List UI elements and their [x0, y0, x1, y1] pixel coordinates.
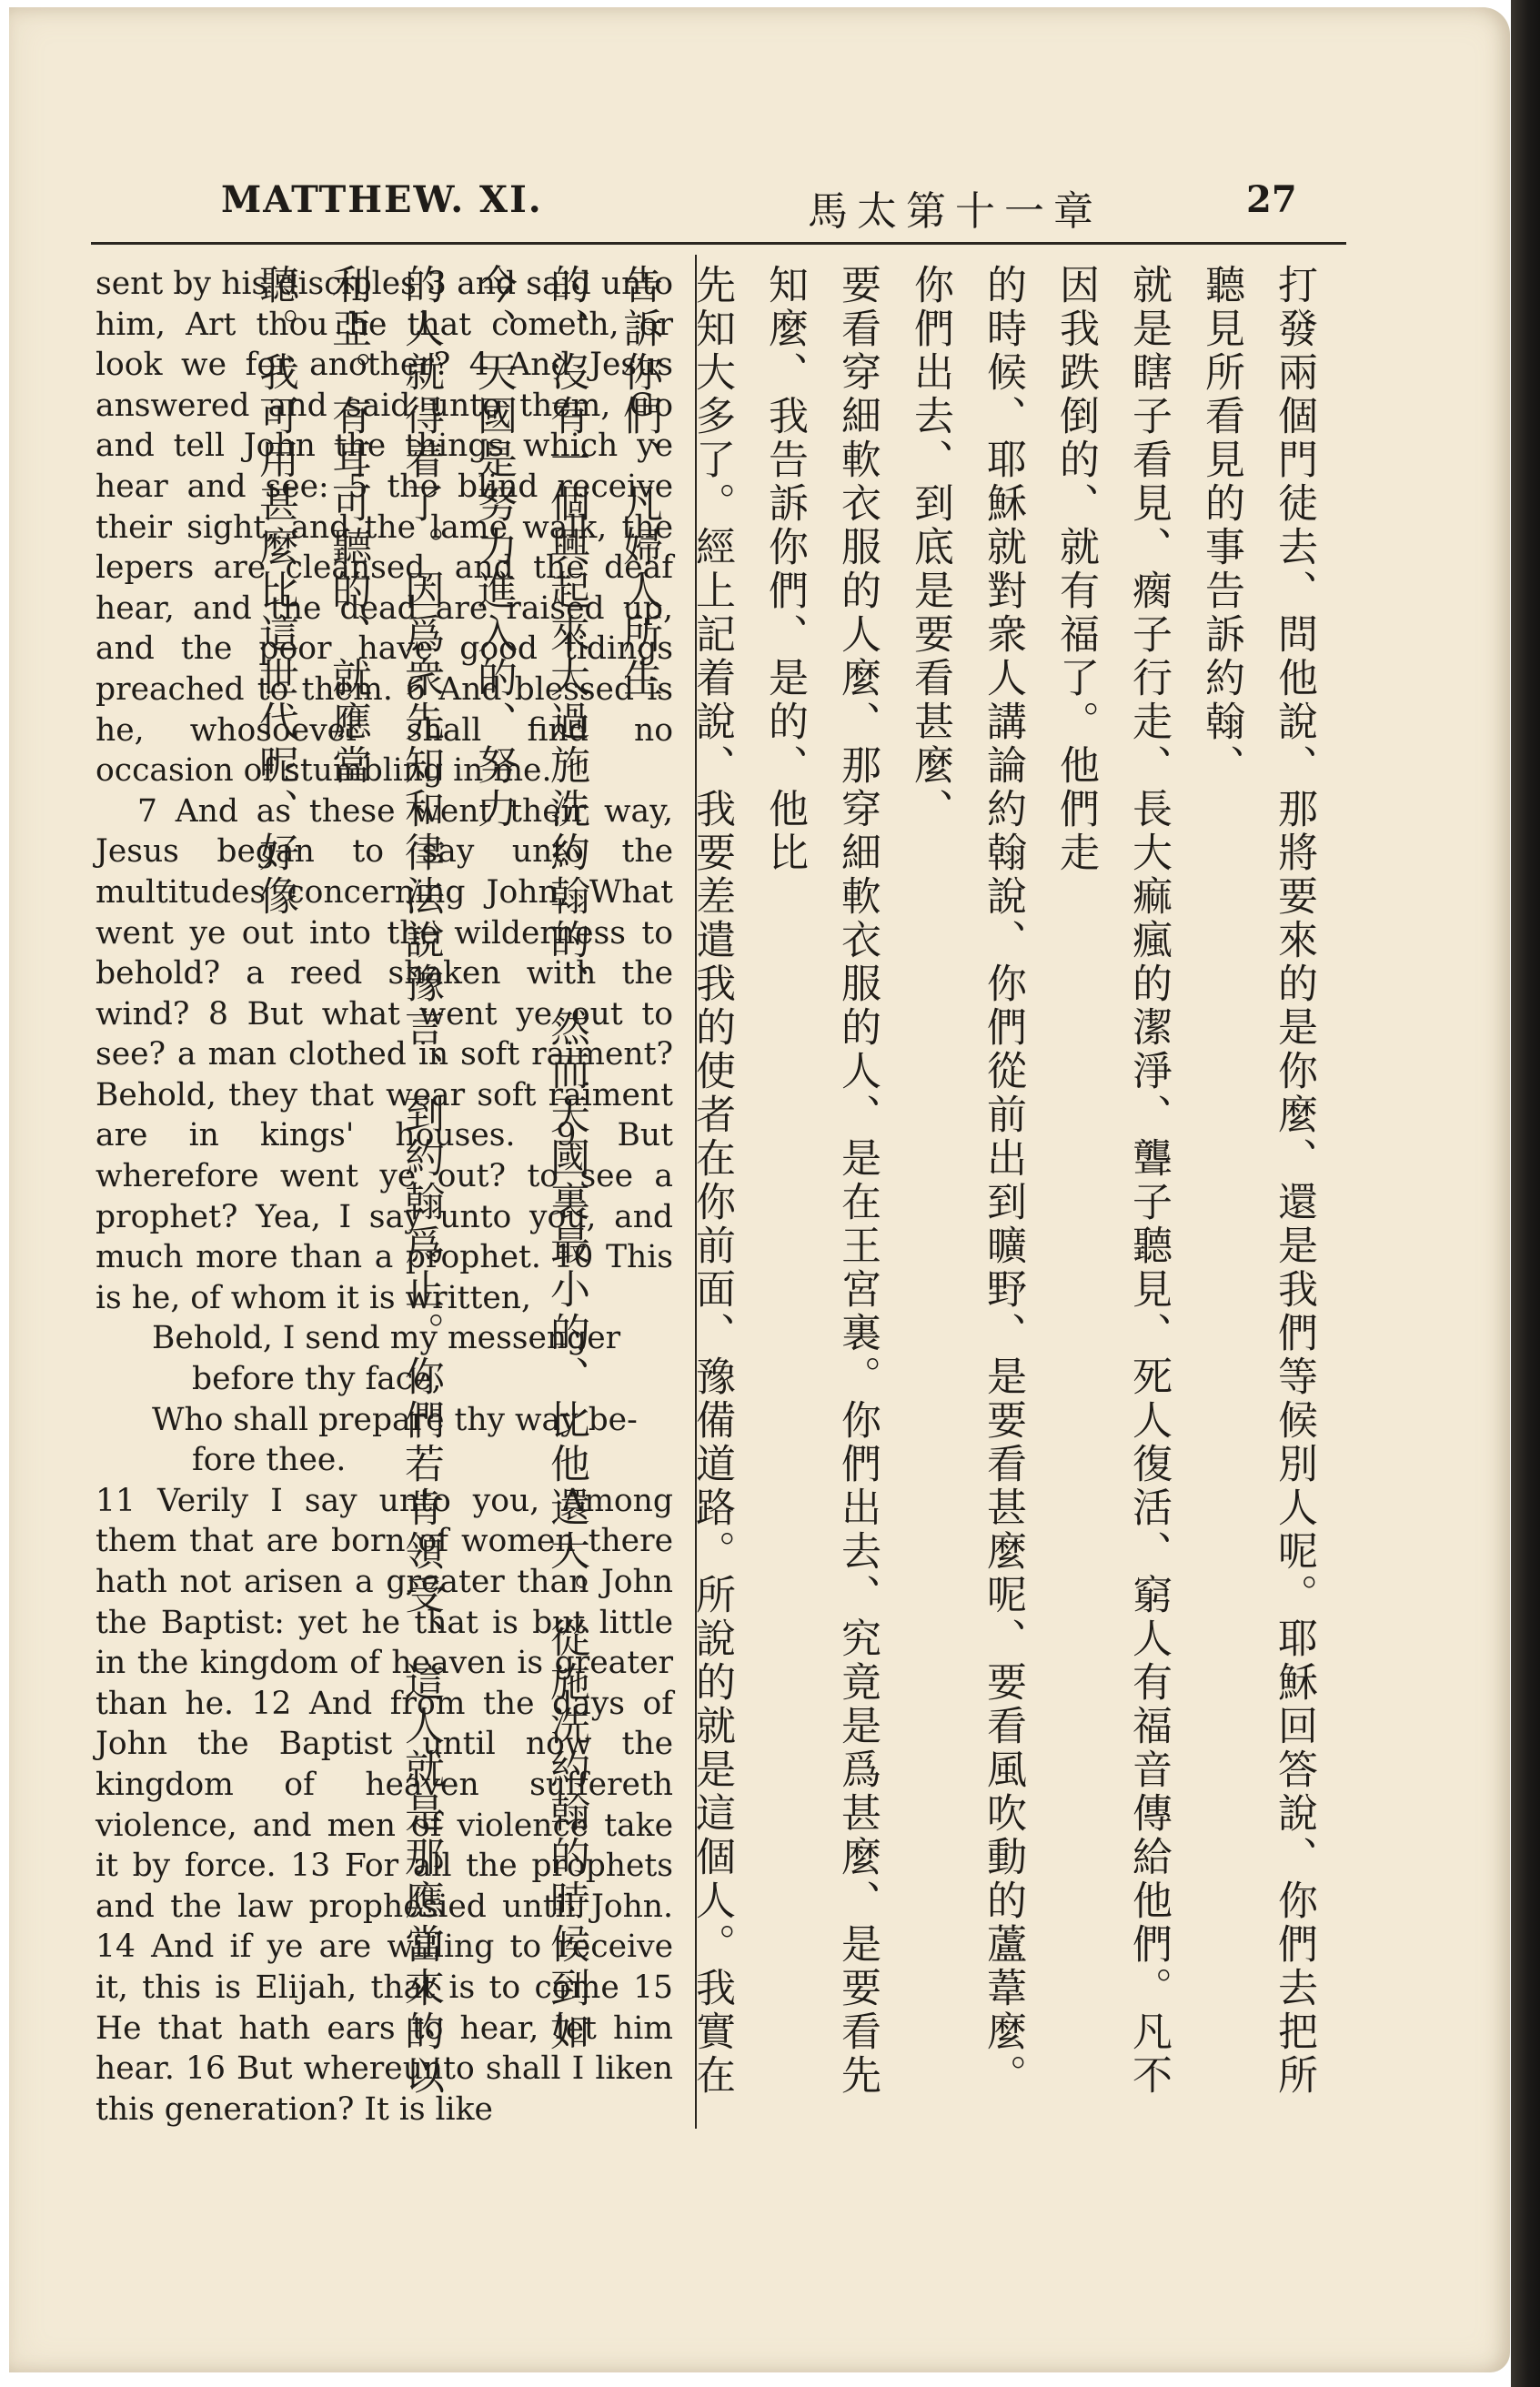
- quote-line-3: Who shall prepare thy way be-: [152, 1401, 638, 1438]
- chinese-line: 先知大多了。經上記着說、我要差遣我的使者在你前面、豫備道路。所說的就是這個人。我實在告訴你們、凡婦人所生: [616, 264, 735, 2098]
- page-number: 27: [1246, 178, 1297, 221]
- chinese-line: 聽。我可用甚麼比這世代呢、好像: [252, 264, 298, 919]
- page-header: [0, 178, 1501, 233]
- chinese-line: 的時候、耶穌就對衆人講論約翰說、你們從前出到曠野、是要看甚麼呢、要看風吹動的蘆葦麼。你們出去、到底是要看甚麼、: [907, 264, 1026, 2098]
- chinese-line: 打發兩個門徒去、問他說、那將要來的是你麼、還是我們等候別人呢。耶穌回答說、你們去把所聽見所看見的事告訴約翰、: [1198, 264, 1317, 2098]
- quote-line-1: Behold, I send my messenger: [152, 1320, 621, 1357]
- running-head-english: MATTHEW. XI.: [221, 178, 543, 221]
- book-cover-edge: [1511, 0, 1540, 2387]
- english-paragraph-2: 7 And as these went their way, Jesus began to say unto the multitudes concerning John, What went ye out into the wilderness to behold? a reed shaken with the wind? 8 But what went ye out to see? a man clothed in soft raiment? Behold, they that wear soft raiment are in kings' houses. 9 But wherefore went ye out? to see a prophet? Yea, I say unto you, and much more than a prophet. 10 This is he, of whom it is written,: [96, 792, 673, 1316]
- header-rule: [91, 242, 1346, 245]
- chinese-line: 就是瞎子看見、瘸子行走、長大痲瘋的潔淨、聾子聽見、死人復活、窮人有福音傳給他們。凡不因我跌倒的、就有福了。他們走: [1052, 264, 1172, 2098]
- quote-line-4: fore thee.: [192, 1442, 347, 1479]
- chinese-line: 要看穿細軟衣服的人麼、那穿細軟衣服的人、是在王宮裏。你們出去、究竟是爲甚麼、是要看先知麼、我告訴你們、是的、他比: [761, 264, 881, 2098]
- quote-line-2: before thy face,: [192, 1361, 442, 1398]
- running-head-chinese: 馬太第十一章: [808, 188, 1102, 235]
- english-paragraph-3: 11 Verily I say unto you, Among them that are born of women there hath not arisen a greater than John the Baptist: yet he that is but little in the kingdom of heaven is greater than he. 12 And from the days of John the Baptist until now the kingdom of heaven suffereth violence, and men of violence take it by force. 13 For all the prophets and the law prophesied until John. 14 And if ye are willing to receive it, this is Elijah, that is to come 15 He that hath ears to hear, let him hear. 16 But whereunto shall I liken this generation? It is like: [96, 1482, 673, 2128]
- chinese-line: 的人就得着了。因爲衆先知和律法說豫言、到約翰爲止。你們若肯領受、這人就是那應當來的以利亞。有耳可聽的、就應當: [325, 264, 444, 2098]
- chinese-line: 的、沒有一個興起來大過施洗約翰的、然而天國裏最小的、比他還大。從施洗約翰的時候到如今、天國是努力進入的、努力: [470, 264, 589, 2054]
- english-paragraph-1: sent by his disciples 3 and said unto him, Art thou he that cometh, or look we for another? 4 And Jesus answered and said unto them, Go and tell John the things which ye hear and see: 5 the blind receive their sight, and the lame walk, the lepers are cleansed, and the deaf hear, and the dead are raised up, and the poor have good tidings preached to them. 6 And blessed is he, whosoever shall find no occasion of stumbling in me.: [96, 266, 673, 790]
